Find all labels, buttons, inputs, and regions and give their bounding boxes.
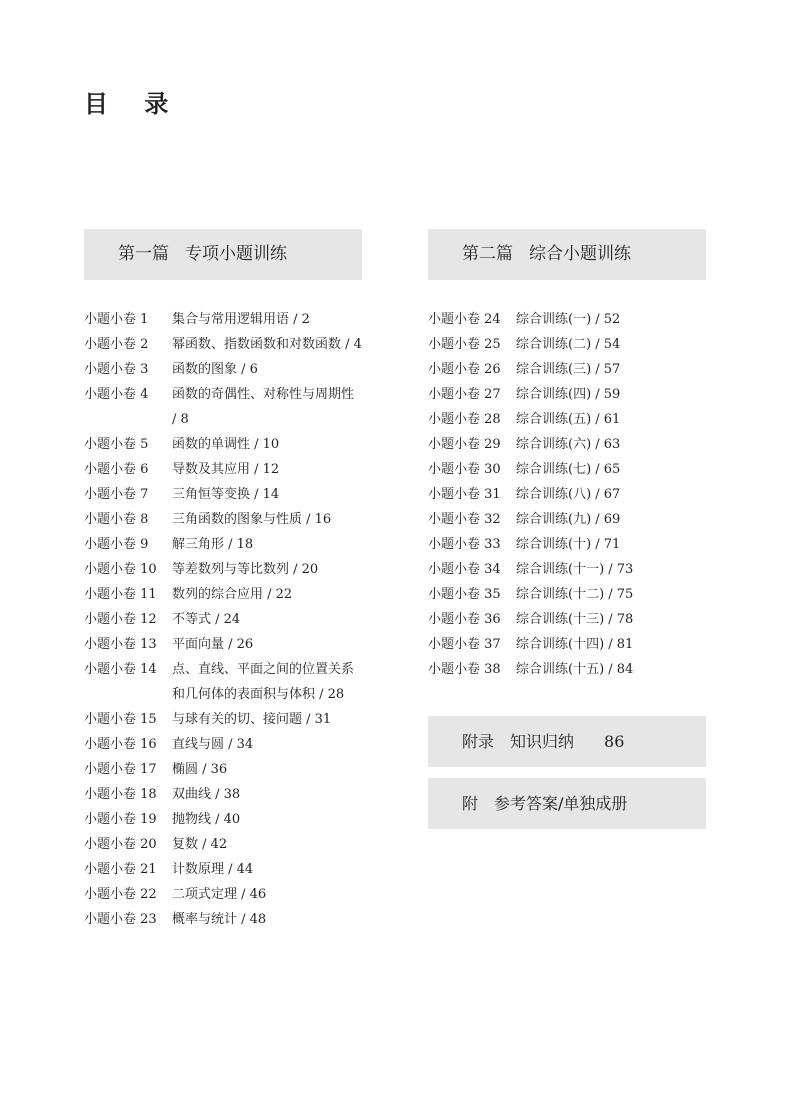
toc-entry: [84, 557, 362, 582]
toc-entry-title: 三角函数的图象与性质 / 16: [172, 512, 332, 527]
toc-entry-title: 综合训练(二) / 54: [516, 337, 621, 352]
part2-header: [428, 229, 706, 280]
toc-entry-title: 计数原理 / 44: [172, 862, 254, 877]
toc-entry: [428, 632, 706, 657]
toc-entry-title: 函数的图象 / 6: [172, 362, 258, 377]
toc-entry-title: 双曲线 / 38: [172, 787, 241, 802]
toc-entry: [428, 507, 706, 532]
toc-entry-label: 小题小卷 38: [428, 662, 501, 677]
toc-entry-label: 小题小卷 35: [428, 587, 501, 602]
toc-entry: [84, 882, 362, 907]
toc-entry: [84, 632, 362, 657]
toc-entry-title: 综合训练(八) / 67: [516, 487, 621, 502]
toc-entry: [428, 307, 706, 332]
toc-entry-title: 综合训练(十) / 71: [516, 537, 621, 552]
toc-entry-label: 小题小卷 29: [428, 437, 501, 452]
toc-entry-title: 综合训练(十三) / 78: [516, 612, 634, 627]
toc-entry-title: 综合训练(九) / 69: [516, 512, 621, 527]
part1-toc-list: [84, 307, 362, 932]
toc-entry-label: 小题小卷 34: [428, 562, 501, 577]
part2-column: [428, 229, 706, 682]
toc-entry-label: 小题小卷 32: [428, 512, 501, 527]
toc-entry-title: 综合训练(十一) / 73: [516, 562, 634, 577]
toc-entry: [428, 607, 706, 632]
toc-entry-label: 小题小卷 30: [428, 462, 501, 477]
toc-entry-title: 点、直线、平面之间的位置关系和几何体的表面积与体积 / 28: [172, 662, 355, 702]
toc-entry: [84, 607, 362, 632]
toc-entry: [84, 807, 362, 832]
toc-entry: [428, 332, 706, 357]
toc-entry-title: 函数的单调性 / 10: [172, 437, 280, 452]
toc-entry: [84, 307, 362, 332]
toc-entry-title: 椭圆 / 36: [172, 762, 228, 777]
part1-column: [84, 229, 362, 932]
toc-entry-label: 小题小卷 24: [428, 312, 501, 327]
toc-entry: [84, 732, 362, 757]
toc-entry: [428, 482, 706, 507]
toc-entry: [84, 582, 362, 607]
toc-entry: [428, 557, 706, 582]
toc-entry-title: 综合训练(三) / 57: [516, 362, 621, 377]
toc-entry-title: 概率与统计 / 48: [172, 912, 267, 927]
appendix-answers-title: 参考答案/单独成册: [494, 794, 628, 813]
toc-entry-label: 小题小卷 26: [428, 362, 501, 377]
toc-entry: [428, 457, 706, 482]
toc-entry-label: 小题小卷 21: [84, 862, 157, 877]
appendix-answers-label: 附: [462, 794, 479, 813]
toc-entry-label: 小题小卷 19: [84, 812, 157, 827]
toc-entry-label: 小题小卷 20: [84, 837, 157, 852]
toc-entry-title: 综合训练(六) / 63: [516, 437, 621, 452]
toc-entry: [428, 432, 706, 457]
toc-entry-label: 小题小卷 14: [84, 662, 157, 677]
toc-entry-label: 小题小卷 36: [428, 612, 501, 627]
toc-entry: [84, 757, 362, 782]
toc-entry-label: 小题小卷 7: [84, 487, 149, 502]
toc-entry-label: 小题小卷 25: [428, 337, 501, 352]
part1-header: [84, 229, 362, 280]
toc-entry-title: 二项式定理 / 46: [172, 887, 267, 902]
appendix-knowledge-page: 86: [604, 732, 625, 751]
part2-header-number: 第二篇: [462, 244, 513, 264]
toc-entry-title: 综合训练(五) / 61: [516, 412, 621, 427]
part2-header-title: 综合小题训练: [529, 244, 631, 264]
toc-entry-title: 直线与圆 / 34: [172, 737, 254, 752]
toc-entry-label: 小题小卷 16: [84, 737, 157, 752]
toc-entry-title: 综合训练(四) / 59: [516, 387, 621, 402]
toc-entry-title: 抛物线 / 40: [172, 812, 241, 827]
toc-entry: [84, 532, 362, 557]
toc-entry-title: 综合训练(一) / 52: [516, 312, 621, 327]
toc-entry-title: 与球有关的切、接问题 / 31: [172, 712, 332, 727]
toc-entry: [84, 482, 362, 507]
toc-entry-label: 小题小卷 28: [428, 412, 501, 427]
page-title: 目 录: [84, 90, 183, 118]
toc-entry: [84, 432, 362, 457]
toc-entry: [84, 357, 362, 382]
toc-entry-label: 小题小卷 17: [84, 762, 157, 777]
toc-entry-title: 综合训练(七) / 65: [516, 462, 621, 477]
toc-entry-label: 小题小卷 11: [84, 587, 157, 602]
appendix-knowledge-label: 附录: [462, 732, 495, 751]
toc-entry: [428, 532, 706, 557]
toc-entry: [84, 907, 362, 932]
toc-entry-title: 综合训练(十二) / 75: [516, 587, 634, 602]
toc-entry-label: 小题小卷 8: [84, 512, 149, 527]
toc-entry-label: 小题小卷 12: [84, 612, 157, 627]
part2-toc-list: [428, 307, 706, 682]
toc-entry: [84, 832, 362, 857]
toc-entry-title: 幂函数、指数函数和对数函数 / 4: [172, 337, 362, 352]
toc-entry-title: 综合训练(十五) / 84: [516, 662, 634, 677]
toc-entry-title: 数列的综合应用 / 22: [172, 587, 293, 602]
toc-entry: [428, 657, 706, 682]
toc-entry: [84, 507, 362, 532]
toc-entry: [428, 582, 706, 607]
toc-entry-label: 小题小卷 23: [84, 912, 157, 927]
toc-entry-label: 小题小卷 10: [84, 562, 157, 577]
toc-entry: [428, 357, 706, 382]
toc-entry-label: 小题小卷 15: [84, 712, 157, 727]
appendix-knowledge-title: 知识归纳: [510, 732, 575, 751]
toc-entry: [84, 457, 362, 482]
toc-entry-title: 函数的奇偶性、对称性与周期性 / 8: [172, 387, 355, 427]
appendix-answers-header: [428, 778, 706, 829]
appendix-knowledge-header: [428, 716, 706, 767]
toc-entry-title: 三角恒等变换 / 14: [172, 487, 280, 502]
part1-header-title: 专项小题训练: [185, 244, 287, 264]
toc-entry-label: 小题小卷 27: [428, 387, 501, 402]
toc-entry-label: 小题小卷 22: [84, 887, 157, 902]
toc-entry-label: 小题小卷 33: [428, 537, 501, 552]
toc-entry-label: 小题小卷 13: [84, 637, 157, 652]
toc-entry-title: 平面向量 / 26: [172, 637, 254, 652]
toc-entry-label: 小题小卷 1: [84, 312, 149, 327]
toc-entry-title: 复数 / 42: [172, 837, 228, 852]
toc-entry-label: 小题小卷 3: [84, 362, 149, 377]
toc-entry: [428, 382, 706, 407]
toc-entry: [84, 382, 362, 432]
toc-entry-label: 小题小卷 31: [428, 487, 501, 502]
toc-entry-title: 不等式 / 24: [172, 612, 241, 627]
toc-entry-label: 小题小卷 18: [84, 787, 157, 802]
toc-entry-label: 小题小卷 6: [84, 462, 149, 477]
toc-entry-title: 导数及其应用 / 12: [172, 462, 280, 477]
toc-entry: [84, 782, 362, 807]
toc-entry-title: 集合与常用逻辑用语 / 2: [172, 312, 310, 327]
toc-entry: [84, 707, 362, 732]
toc-entry: [84, 857, 362, 882]
toc-entry: [84, 332, 362, 357]
toc-entry-label: 小题小卷 2: [84, 337, 149, 352]
toc-entry-label: 小题小卷 37: [428, 637, 501, 652]
toc-entry-label: 小题小卷 5: [84, 437, 149, 452]
part1-header-number: 第一篇: [118, 244, 169, 264]
toc-entry-label: 小题小卷 9: [84, 537, 149, 552]
toc-entry-title: 综合训练(十四) / 81: [516, 637, 634, 652]
toc-entry-title: 解三角形 / 18: [172, 537, 254, 552]
toc-entry: [84, 657, 362, 707]
toc-entry-label: 小题小卷 4: [84, 387, 149, 402]
toc-entry-title: 等差数列与等比数列 / 20: [172, 562, 319, 577]
toc-entry: [428, 407, 706, 432]
